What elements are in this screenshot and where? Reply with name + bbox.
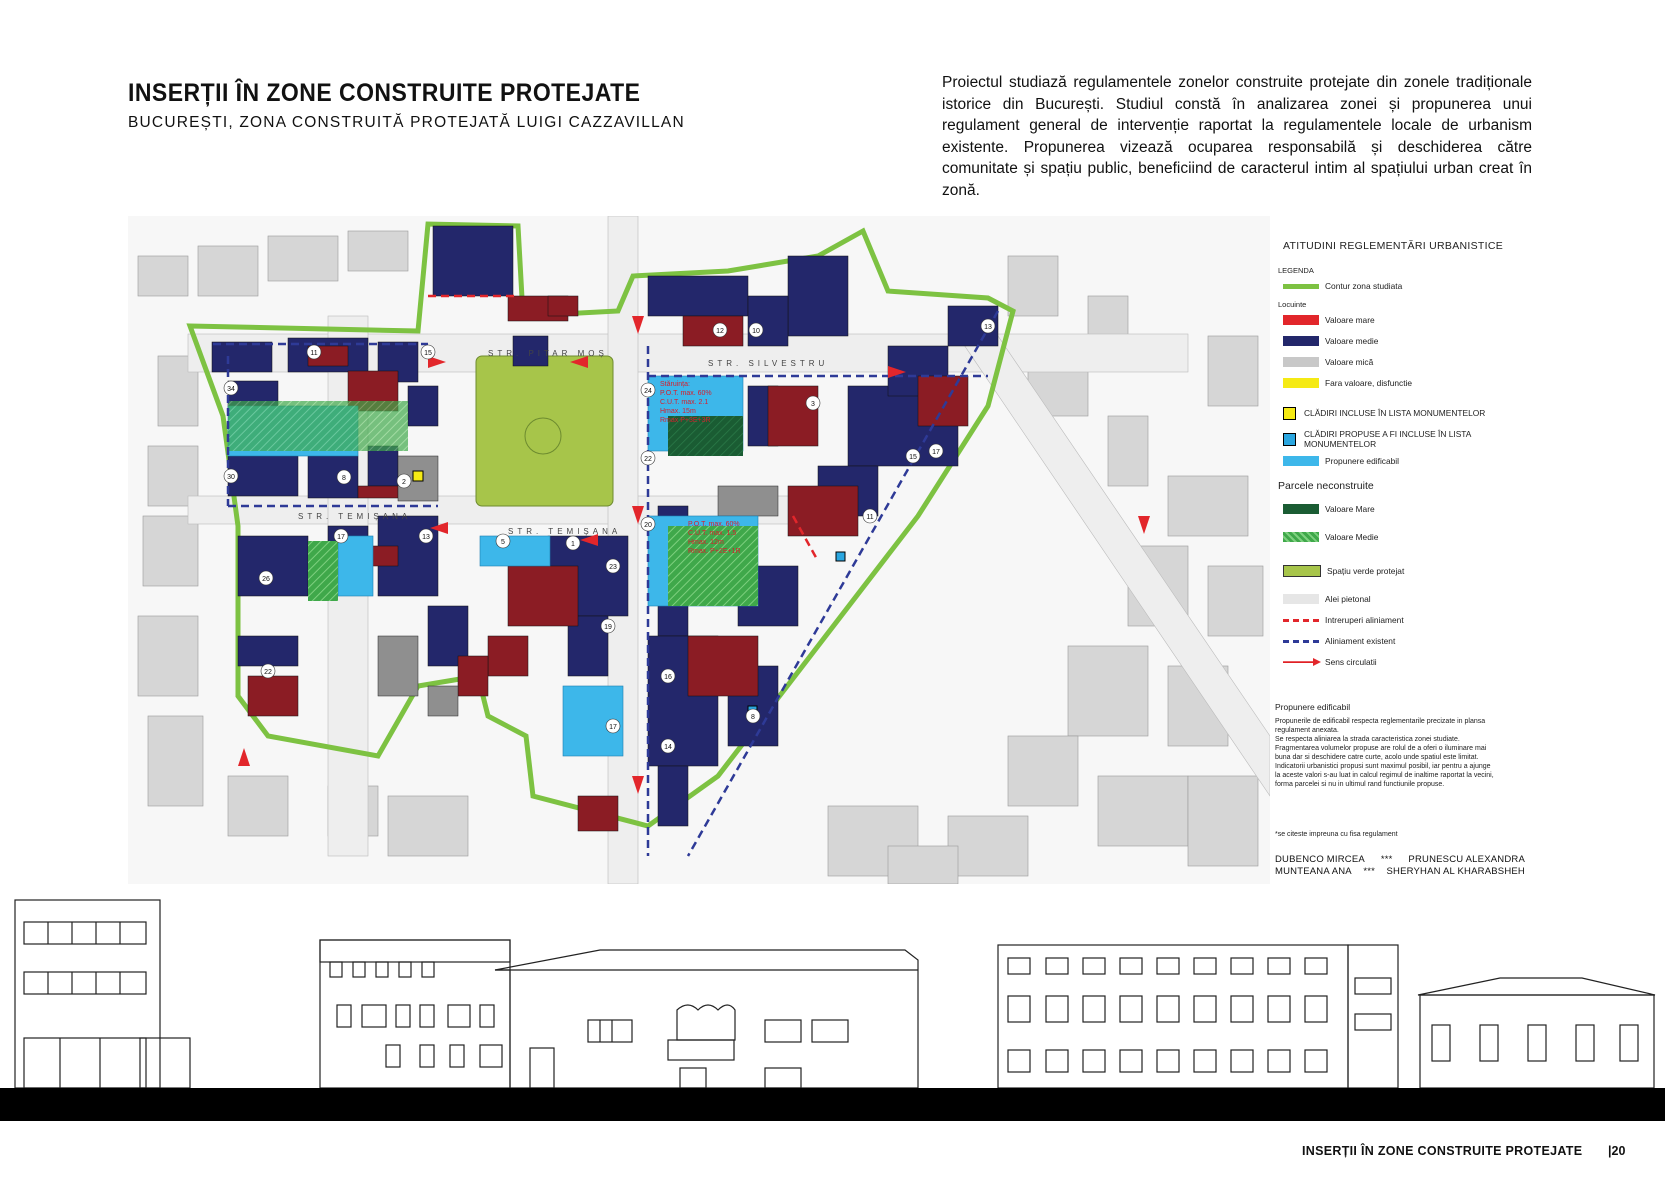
- legend-swatch: [1283, 640, 1319, 643]
- svg-text:17: 17: [609, 724, 617, 731]
- svg-text:STR. TEMIȘANA: STR. TEMIȘANA: [298, 512, 412, 521]
- notes-line: Fragmentarea volumelor propuse are rolul de a oferi o iluminare mai: [1275, 745, 1487, 752]
- page-number: |20: [1608, 1144, 1626, 1158]
- legend-item-monuments: CLĂDIRI INCLUSE ÎN LISTA MONUMENTELOR: [1283, 406, 1545, 420]
- svg-text:Rmax. P+2E+1R: Rmax. P+2E+1R: [688, 548, 741, 555]
- svg-text:C.U.T. max. 2.1: C.U.T. max. 2.1: [660, 399, 709, 406]
- svg-text:15: 15: [909, 454, 917, 461]
- svg-text:12: 12: [716, 328, 724, 335]
- legend-item-low: Valoare mică: [1283, 355, 1545, 369]
- legend-item-proposed-monuments: CLĂDIRI PROPUSE A FI INCLUSE ÎN LISTA MONUMENTELOR: [1283, 432, 1545, 446]
- notes-line: Indicatorii urbanistici propusi sunt maximul posibil, iar pentru a ajunge: [1275, 763, 1491, 770]
- notes-title: Propunere edificabil: [1275, 702, 1351, 712]
- legend-swatch: [1283, 456, 1319, 466]
- elevation-drawing: [0, 890, 1665, 1088]
- legend-swatch: [1283, 378, 1319, 388]
- legend-swatch: [1283, 407, 1296, 420]
- author-2: PRUNESCU ALEXANDRA: [1408, 854, 1525, 865]
- svg-text:1: 1: [571, 541, 575, 548]
- svg-text:P.O.T. max. 60%: P.O.T. max. 60%: [660, 390, 712, 397]
- svg-text:STR. TEMIȘANA: STR. TEMIȘANA: [508, 527, 622, 536]
- svg-text:16: 16: [664, 674, 672, 681]
- notes-line: forma parcelei si nu in ultimul rand functiunile propuse.: [1275, 781, 1445, 788]
- legend-subtitle: LEGENDA: [1278, 266, 1314, 275]
- project-description: Proiectul studiază regulamentele zonelor construite protejate din zonele tradiționale istorice din București. Studiul constă în analizarea zonei și propunerea unui regulament general de intervenție raportat la regulamentele locale de urbanism existente. Propunerea vizează ocuparea responsabilă și deschiderea către comunitate și spațiu public, beneficiind de caracterul intim al spațiului urban creat în zonă.: [942, 74, 1532, 199]
- page-subtitle: BUCUREȘTI, ZONA CONSTRUITĂ PROTEJATĂ LUIGI CAZZAVILLAN: [128, 114, 685, 131]
- legend-swatch: [1283, 336, 1319, 346]
- map-legend: [1275, 240, 1545, 676]
- notes-line: buna dar si deschidere catre curte, acolo unde spatiul este limitat.: [1275, 754, 1479, 761]
- legend-item-green: Spațiu verde protejat: [1283, 564, 1545, 578]
- svg-text:24: 24: [644, 388, 652, 395]
- svg-text:Rmax P+3E+3R: Rmax P+3E+3R: [660, 417, 711, 424]
- legend-item-buildable: Propunere edificabil: [1283, 454, 1545, 468]
- monument-marker: [413, 471, 423, 481]
- svg-text:8: 8: [751, 714, 755, 721]
- svg-text:Hmax. 12m: Hmax. 12m: [688, 539, 724, 546]
- parcel-medium-value-west: [228, 401, 408, 451]
- author-3: MUNTEANA ANA: [1275, 866, 1352, 877]
- legend-swatch: [1283, 532, 1319, 542]
- footer-title: INSERȚII ÎN ZONE CONSTRUITE PROTEJATE: [1302, 1144, 1583, 1158]
- legend-item-alignment: Aliniament existent: [1283, 634, 1545, 648]
- svg-text:3: 3: [811, 401, 815, 408]
- title-block: [128, 78, 685, 132]
- svg-text:17: 17: [337, 534, 345, 541]
- legend-item-interruption: Intreruperi aliniament: [1283, 613, 1545, 627]
- legend-item-medium: Valoare medie: [1283, 334, 1545, 348]
- svg-text:14: 14: [664, 744, 672, 751]
- svg-text:P.O.T. max. 60%: P.O.T. max. 60%: [688, 521, 740, 528]
- svg-text:11: 11: [866, 514, 874, 521]
- svg-text:8: 8: [342, 475, 346, 482]
- buildable-notes: [1275, 703, 1535, 789]
- protected-green-space: [476, 356, 613, 506]
- svg-text:Hmax. 15m: Hmax. 15m: [660, 408, 696, 415]
- legend-item-parcel-high: Valoare Mare: [1283, 502, 1545, 516]
- legend-parcele-title: Parcele neconstruite: [1278, 480, 1374, 492]
- legend-title: ATITUDINI REGLEMENTĂRI URBANISTICE: [1283, 240, 1504, 252]
- parcel-medium-value: [668, 526, 758, 606]
- svg-text:10: 10: [752, 328, 760, 335]
- svg-text:Stăruința:: Stăruința:: [660, 381, 690, 388]
- legend-swatch: [1283, 433, 1296, 446]
- legend-locuinte-label: Locuinte: [1278, 300, 1307, 309]
- author-4: SHERYHAN AL KHARABSHEH: [1386, 866, 1525, 877]
- legend-item-high: Valoare mare: [1283, 313, 1545, 327]
- svg-text:15: 15: [424, 350, 432, 357]
- ground-line: [0, 1088, 1665, 1121]
- author-separator: ***: [1380, 854, 1393, 865]
- svg-text:5: 5: [501, 539, 505, 546]
- svg-text:2: 2: [402, 479, 406, 486]
- svg-text:26: 26: [262, 576, 270, 583]
- svg-text:11: 11: [310, 350, 318, 357]
- svg-text:34: 34: [227, 386, 235, 393]
- svg-text:19: 19: [604, 624, 612, 631]
- urban-map: [128, 216, 1270, 884]
- svg-text:13: 13: [984, 324, 992, 331]
- legend-item-contour: Contur zona studiata: [1283, 279, 1545, 293]
- notes-line: la aceste valori s-au luat in calcul regimul de inaltime raportat la vecini,: [1275, 772, 1494, 779]
- arrow-right-icon: [1283, 662, 1319, 663]
- svg-text:22: 22: [644, 456, 652, 463]
- legend-item-alei: Alei pietonal: [1283, 592, 1545, 606]
- author-separator: ***: [1363, 866, 1376, 877]
- map-drawing: [128, 216, 1270, 884]
- legend-item-none: Fara valoare, disfunctie: [1283, 376, 1545, 390]
- legend-swatch: [1283, 357, 1319, 367]
- svg-text:23: 23: [609, 564, 617, 571]
- svg-text:30: 30: [227, 474, 235, 481]
- author-1: DUBENCO MIRCEA: [1275, 854, 1365, 865]
- footnote: *se citeste impreuna cu fisa regulament: [1275, 831, 1398, 838]
- svg-text:22: 22: [264, 669, 272, 676]
- legend-item-traffic: Sens circulatii: [1283, 655, 1545, 669]
- legend-swatch: [1283, 284, 1319, 289]
- notes-line: Propunerile de edificabil respecta reglementarile precizate in plansa: [1275, 718, 1486, 725]
- svg-text:STR. SILVESTRU: STR. SILVESTRU: [708, 359, 829, 368]
- svg-text:20: 20: [644, 522, 652, 529]
- authors: [1275, 854, 1525, 878]
- street-elevation: [0, 890, 1665, 1088]
- page-title: INSERȚII ÎN ZONE CONSTRUITE PROTEJATE: [128, 79, 641, 107]
- legend-item-parcel-medium: Valoare Medie: [1283, 530, 1545, 544]
- proposed-monument-marker: [836, 552, 845, 561]
- svg-text:C.U.T. max. 1.5: C.U.T. max. 1.5: [688, 530, 737, 537]
- legend-swatch: [1283, 619, 1319, 622]
- svg-text:STR. PITAR MOȘ: STR. PITAR MOȘ: [488, 349, 608, 358]
- legend-swatch: [1283, 565, 1321, 577]
- notes-line: Se respecta aliniarea la strada caracteristica zonei studiate.: [1275, 736, 1460, 743]
- legend-swatch: [1283, 504, 1319, 514]
- svg-text:17: 17: [932, 449, 940, 456]
- legend-swatch: [1283, 315, 1319, 325]
- notes-line: regulament anexata.: [1275, 727, 1339, 734]
- legend-swatch: [1283, 594, 1319, 604]
- svg-text:13: 13: [422, 534, 430, 541]
- parcel-medium-value-south: [308, 541, 338, 601]
